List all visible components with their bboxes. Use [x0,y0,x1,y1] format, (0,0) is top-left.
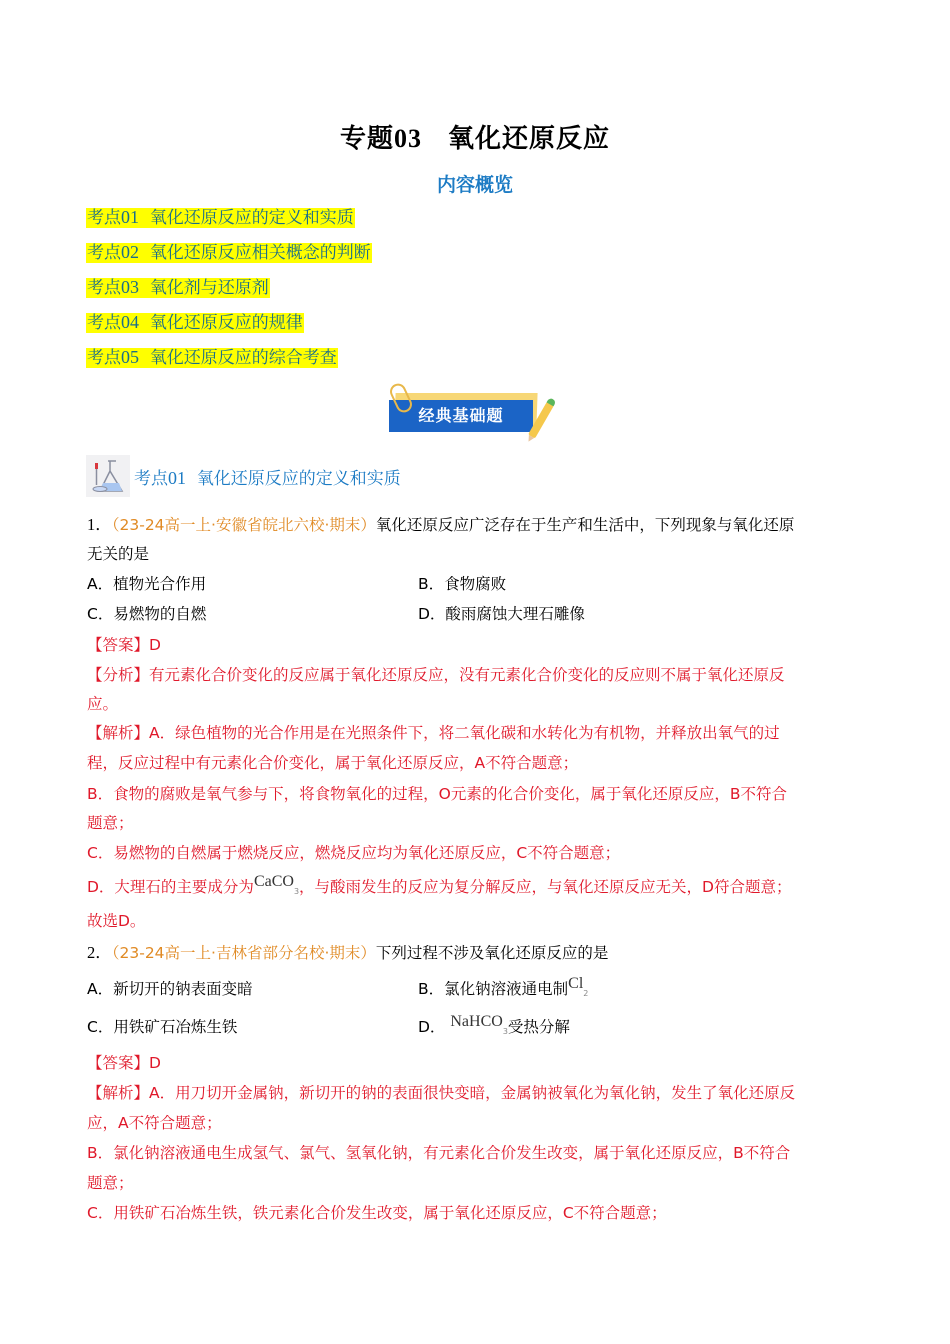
q1-option-a: A．植物光合作用 [87,575,207,593]
q2-source: （23-24高一上·吉林省部分名校·期末） [111,944,376,962]
page-title [0,118,950,155]
flask-icon [86,455,130,497]
q2-explain-line5: C．用铁矿石冶炼生铁，铁元素化合价发生改变，属于氧化还原反应，C不符合题意； [87,1204,667,1222]
q1-analysis-line2: 应。 [87,695,119,713]
q1-explain-line5: C．易燃物的自燃属于燃烧反应，燃烧反应均为氧化还原反应，C不符合题意； [87,844,621,862]
content-overview-heading: 内容概览 [436,174,513,196]
q2-explain-line3: B．氯化钠溶液通电生成氢气、氯气、氢氧化钠，有元素化合价发生改变，属于氧化还原反应，B不符合 [87,1144,791,1162]
toc-item-01[interactable]: 考点01 氧化还原反应的定义和实质 [87,207,354,228]
q1-conclusion: 故选D。 [87,912,146,930]
q2-option-b: B．氯化钠溶液通电制Cl2 [418,975,589,998]
q1-source: （23-24高一上·安徽省皖北六校·期末） [111,516,376,534]
q1-option-b: B．食物腐败 [418,575,507,593]
cl2-formula: Cl [568,975,584,992]
q1-explain-line2: 程，反应过程中有元素化合价变化，属于氧化还原反应，A不符合题意； [87,754,579,772]
caco3-formula: CaCO [253,873,294,890]
q1-analysis-line1: 【分析】有元素化合价变化的反应属于氧化还原反应，没有元素化合价变化的反应则不属于氧化还原反 [87,666,785,684]
q2-option-d: D． NaHCO3受热分解 [418,1013,570,1036]
title-main: 氧化还原反应 [448,124,611,154]
q1-explain-line6: D．大理石的主要成分为CaCO3，与酸雨发生的反应为复分解反应，与氧化还原反应无关，D符合题意； [87,873,792,896]
banner-label: 经典基础题 [389,400,533,432]
q2-option-a: A．新切开的钠表面变暗 [87,980,253,998]
title-prefix: 专题 [339,124,394,154]
q1-explain-line3: B．食物的腐败是氧气参与下，将食物氧化的过程，O元素的化合价变化，属于氧化还原反应，B不符合 [87,785,787,803]
q1-option-d: D．酸雨腐蚀大理石雕像 [418,605,585,623]
q2-explain-line4: 题意； [87,1174,134,1192]
q2-explain-line1: 【解析】A．用刀切开金属钠，新切开的钠的表面很快变暗，金属钠被氧化为氧化钠，发生了氧化还原反 [87,1084,796,1102]
q1-stem-line1: 1．（23-24高一上·安徽省皖北六校·期末）氧化还原反应广泛存在于生产和生活中，下列现象与氧化还原 [87,515,795,534]
q1-stem-line2: 无关的是 [87,545,150,563]
title-number: 03 [394,124,422,153]
toc-item-02[interactable]: 考点02 氧化还原反应相关概念的判断 [87,242,371,263]
q2-explain-line2: 应，A不符合题意； [87,1114,222,1132]
classic-basics-banner [387,383,565,443]
q2-stem: 2．（23-24高一上·吉林省部分名校·期末）下列过程不涉及氧化还原反应的是 [87,943,609,962]
section-label: 考点01 氧化还原反应的定义和实质 [134,467,401,489]
section-heading [86,455,401,497]
q1-option-c: C．易燃物的自燃 [87,605,207,623]
q1-answer: 【答案】D [87,636,161,654]
toc-item-05[interactable]: 考点05 氧化还原反应的综合考查 [87,347,337,368]
toc-item-04[interactable]: 考点04 氧化还原反应的规律 [87,312,303,333]
nahco3-formula: NaHCO [450,1013,503,1030]
q2-answer: 【答案】D [87,1054,161,1072]
table-of-contents [86,205,372,380]
q1-explain-line4: 题意； [87,814,134,832]
q1-explain-line1: 【解析】A．绿色植物的光合作用是在光照条件下，将二氧化碳和水转化为有机物，并释放出氧气的过 [87,724,780,742]
toc-item-03[interactable]: 考点03 氧化剂与还原剂 [87,277,269,298]
q2-option-c: C．用铁矿石冶炼生铁 [87,1018,238,1036]
